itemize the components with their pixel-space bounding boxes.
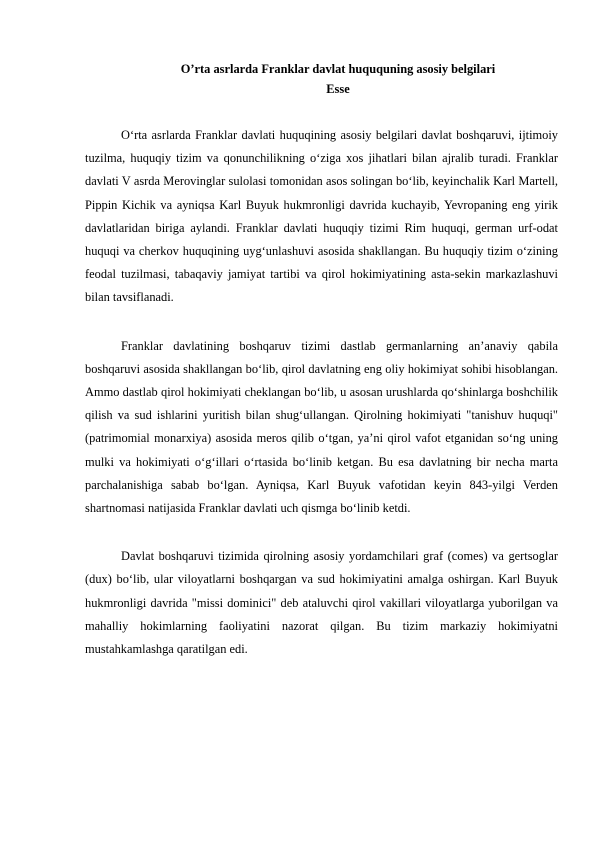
document-body — [85, 124, 558, 686]
document-title: O’rta asrlarda Franklar davlat huququning asosiy belgilari — [180, 62, 496, 76]
paragraph-3: Davlat boshqaruvi tizimida qirolning asosiy yordamchilari graf (comes) va gertsoglar (dux) bo‘lib, ular viloyatlarni boshqargan va sud hokimiyatini amalga oshirgan. Karl Buyuk hukmronligi davrida "missi dominici" deb ataluvchi qirol vakillari viloyatlarga yuborilgan va mahalliy hokimlarning faoliyatini nazorat qilgan. Bu tizim markaziy hokimiyatni mustahkamlashga qaratilgan edi. — [85, 549, 558, 657]
paragraph-2: Franklar davlatining boshqaruv tizimi dastlab germanlarning an’anaviy qabila boshqaruvi asosida shakllangan bo‘lib, qirol davlatning eng oliy hokimiyat sohibi hisoblangan. Ammo dastlab qirol hokimiyati cheklangan bo‘lib, u asosan urushlarda qo‘shinlarga boshchilik qilish va sud ishlarini yuritish bilan shug‘ullangan. Qirolning hokimiyati "tanishuv huquqi" (patrimomial monarxiya) asosida meros qilib o‘tgan, ya’ni qirol vafot etganidan so‘ng uning mulki va hokimiyati o‘g‘illari o‘rtasida bo‘linib ketgan. Bu esa davlatning bir necha marta parchalanishiga sabab bo‘lgan. Ayniqsa, Karl Buyuk vafotidan keyin 843-yilgi Verden shartnomasi natijasida Franklar davlati uch qismga bo‘linib ketdi. — [85, 338, 558, 516]
document-subtitle: Esse — [326, 82, 350, 96]
paragraph-1: O‘rta asrlarda Franklar davlati huquqining asosiy belgilari davlat boshqaruvi, ijtimoiy tuzilma, huquqiy tizim va qonunchilikning o‘ziga xos jihatlari bilan ajralib turadi. Franklar davlati V asrda Merovinglar sulolasi tomonidan asos solingan bo‘lib, keyinchalik Karl Martell, Pippin Kichik va ayniqsa Karl Buyuk hukmronligi davrida kuchayib, Yevropaning eng yirik davlatlaridan biriga aylandi. Franklar davlati huquqiy tizimi Rim huquqi, german urf-odat huquqi va cherkov huquqining uyg‘unlashuvi asosida shakllangan. Bu huquqiy tizim o‘zining feodal tuzilmasi, tabaqaviy jamiyat tartibi va qirol hokimiyatining asta-sekin markazlashuvi bilan tavsiflanadi. — [85, 128, 558, 305]
